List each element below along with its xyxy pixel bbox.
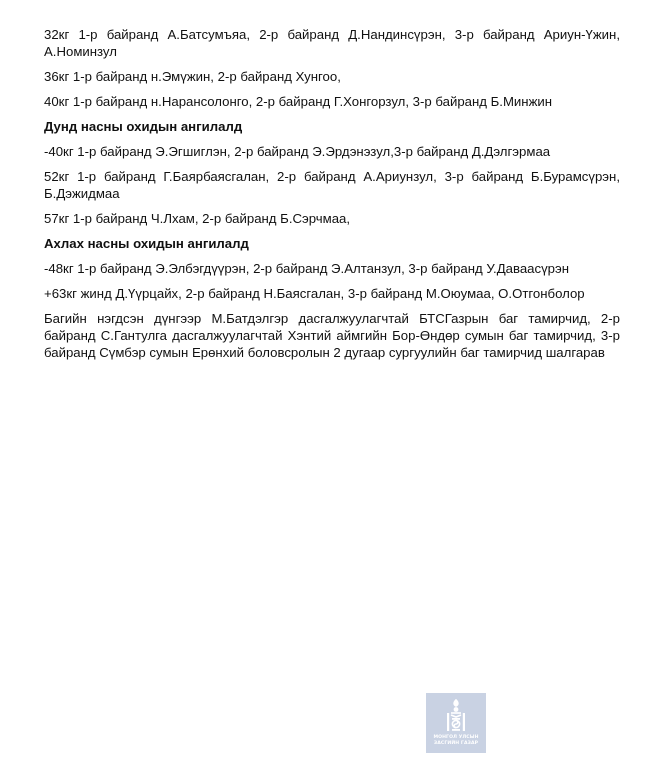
result-paragraph: 52кг 1-р байранд Г.Баярбаясгалан, 2-р байранд А.Ариунзул, 3-р байранд Б.Бурамсүрэн, Б.Дэжидмаа <box>44 169 620 201</box>
result-paragraph: 40кг 1-р байранд н.Наранcолонго, 2-р байранд Г.Хонгорзул, 3-р байранд Б.Минжин <box>44 94 553 109</box>
section-heading: Дунд насны охидын ангилалд <box>44 119 243 134</box>
result-paragraph: +63кг жинд Д.Үүрцайх, 2-р байранд Н.Баясгалан, 3-р байранд М.Оюумаа, О.Отгонболор <box>44 286 585 301</box>
document-body <box>44 26 620 369</box>
government-logo <box>426 693 486 753</box>
logo-caption-line1: МОНГОЛ УЛСЫН <box>433 735 479 740</box>
result-paragraph: -40кг 1-р байранд Э.Эгшиглэн, 2-р байранд Э.Эрдэнэзул,3-р байранд Д.Дэлгэрмаа <box>44 144 551 159</box>
result-paragraph: 32кг 1-р байранд А.Батсумъяа, 2-р байранд Д.Нандинсүрэн, 3-р байранд Ариун-Үжин, А.Номинзул <box>44 27 620 59</box>
summary-paragraph: Багийн нэгдсэн дүнгээр М.Батдэлгэр дасгалжуулагчтай БТСГазрын баг тамирчид, 2-р байранд С.Гантулга дасгалжуулагчтай Хэнтий аймгийн Бор-Өндөр сумын баг тамирчид, 3-р байранд Сүмбэр сумын Ерөнхий боловсролын 2 дугаар сургуулийн баг тамирчид шалгарав <box>44 311 620 360</box>
result-paragraph: -48кг 1-р байранд Э.Элбэгдүүрэн, 2-р байранд Э.Алтанзул, 3-р байранд У.Даваасүрэн <box>44 261 570 276</box>
result-paragraph: 57кг 1-р байранд Ч.Лхам, 2-р байранд Б.Сэрчмаа, <box>44 211 351 226</box>
soyombo-emblem-icon <box>443 699 469 733</box>
logo-caption <box>433 735 478 746</box>
section-heading: Ахлах насны охидын ангилалд <box>44 236 249 251</box>
logo-caption-line2: ЗАСГИЙН ГАЗАР <box>433 740 479 746</box>
result-paragraph: 36кг 1-р байранд н.Эмүжин, 2-р байранд Хунгоо, <box>44 69 341 84</box>
